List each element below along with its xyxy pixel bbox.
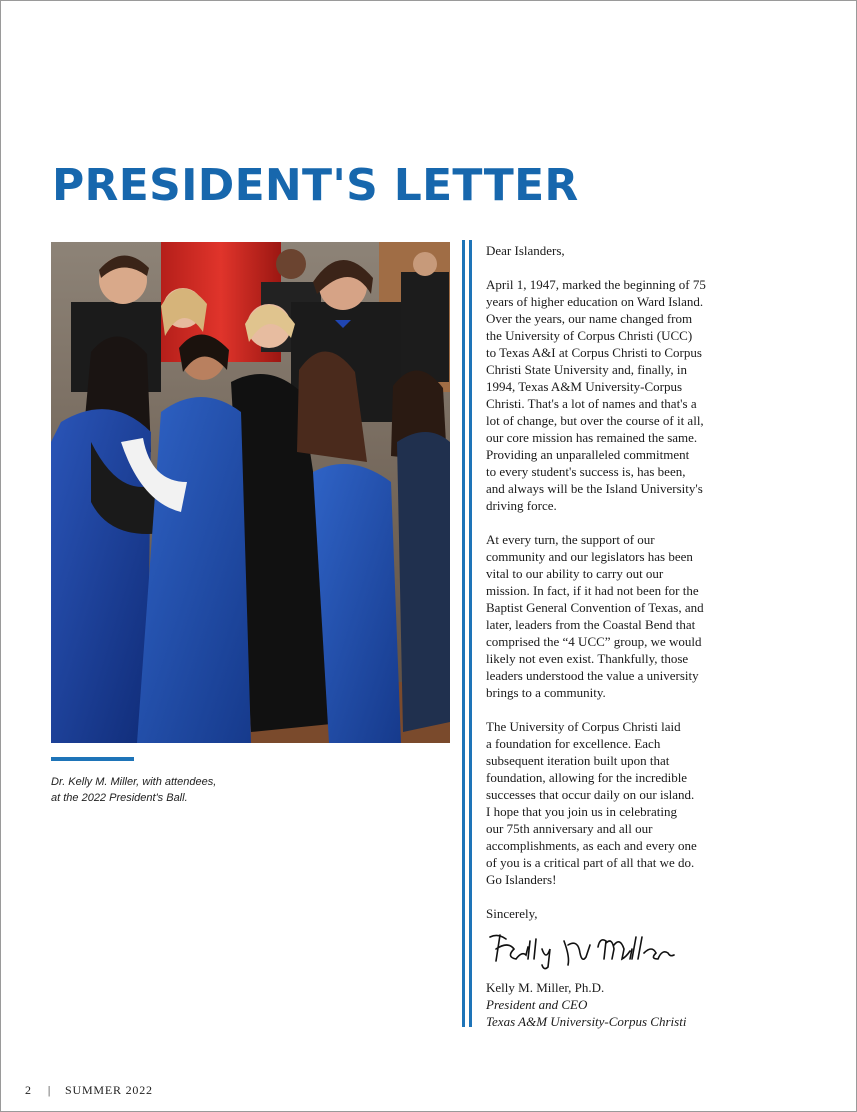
text-line: of you is a critical part of all that we do. bbox=[486, 855, 695, 870]
text-line: comprised the “4 UCC” group, we would bbox=[486, 634, 702, 649]
text-line: Christi State University and, finally, in bbox=[486, 362, 687, 377]
text-line: years of higher education on Ward Island. bbox=[486, 294, 704, 309]
text-line: our 75th anniversary and all our bbox=[486, 821, 653, 836]
text-line: April 1, 1947, marked the beginning of 75 bbox=[486, 277, 706, 292]
group-photo-image bbox=[51, 242, 450, 743]
letter-greeting bbox=[486, 242, 736, 259]
letter-body bbox=[486, 242, 736, 939]
letter-paragraph-2 bbox=[486, 531, 736, 701]
text-line: Providing an unparalleled commitment bbox=[486, 447, 690, 462]
text-line: foundation, allowing for the incredible bbox=[486, 770, 688, 785]
greeting-line: Dear Islanders, bbox=[486, 243, 565, 258]
photo-caption bbox=[51, 774, 301, 806]
column-divider-right bbox=[469, 240, 472, 1027]
page-title: PRESIDENT'S LETTER bbox=[52, 160, 579, 211]
text-line: likely not even exist. Thankfully, those bbox=[486, 651, 689, 666]
signer-name: Kelly M. Miller, Ph.D. bbox=[486, 980, 605, 995]
text-line: driving force. bbox=[486, 498, 557, 513]
signer-organization: Texas A&M University-Corpus Christi bbox=[486, 1014, 687, 1029]
text-line: 1994, Texas A&M University-Corpus bbox=[486, 379, 683, 394]
footer-separator: | bbox=[47, 1083, 52, 1097]
text-line: a foundation for excellence. Each bbox=[486, 736, 661, 751]
text-line: vital to our ability to carry out our bbox=[486, 566, 664, 581]
group-photo bbox=[51, 242, 450, 743]
caption-line: Dr. Kelly M. Miller, with attendees, bbox=[51, 776, 217, 788]
text-line: to every student's success is, has been, bbox=[486, 464, 686, 479]
signer-title: President and CEO bbox=[486, 997, 588, 1012]
text-line: lot of change, but over the course of it all, bbox=[486, 413, 704, 428]
text-line: accomplishments, as each and every one bbox=[486, 838, 697, 853]
handwritten-signature bbox=[486, 927, 676, 971]
letter-paragraph-3 bbox=[486, 718, 736, 888]
text-line: Over the years, our name changed from bbox=[486, 311, 693, 326]
text-line: At every turn, the support of our bbox=[486, 532, 655, 547]
text-line: the University of Corpus Christi (UCC) bbox=[486, 328, 693, 343]
letter-paragraph-1 bbox=[486, 276, 736, 514]
text-line: The University of Corpus Christi laid bbox=[486, 719, 681, 734]
text-line: to Texas A&I at Corpus Christi to Corpus bbox=[486, 345, 702, 360]
issue-label: SUMMER 2022 bbox=[65, 1083, 153, 1097]
letter-closing bbox=[486, 905, 736, 922]
text-line: Go Islanders! bbox=[486, 872, 557, 887]
text-line: I hope that you join us in celebrating bbox=[486, 804, 677, 819]
text-line: brings to a community. bbox=[486, 685, 606, 700]
text-line: later, leaders from the Coastal Bend that bbox=[486, 617, 696, 632]
column-divider-left bbox=[462, 240, 465, 1027]
text-line: leaders understood the value a university bbox=[486, 668, 699, 683]
text-line: Christi. That's a lot of names and that's a bbox=[486, 396, 697, 411]
caption-line: at the 2022 President's Ball. bbox=[51, 792, 188, 804]
signature-block bbox=[486, 979, 746, 1030]
text-line: our core mission has remained the same. bbox=[486, 430, 698, 445]
caption-rule bbox=[51, 757, 134, 761]
page-footer bbox=[25, 1082, 153, 1098]
text-line: successes that occur daily on our island. bbox=[486, 787, 695, 802]
closing-line: Sincerely, bbox=[486, 906, 538, 921]
text-line: community and our legislators has been bbox=[486, 549, 693, 564]
page-number: 2 bbox=[25, 1083, 32, 1097]
text-line: subsequent iteration built upon that bbox=[486, 753, 670, 768]
text-line: Baptist General Convention of Texas, and bbox=[486, 600, 704, 615]
text-line: and always will be the Island University's bbox=[486, 481, 703, 496]
text-line: mission. In fact, if it had not been for the bbox=[486, 583, 699, 598]
